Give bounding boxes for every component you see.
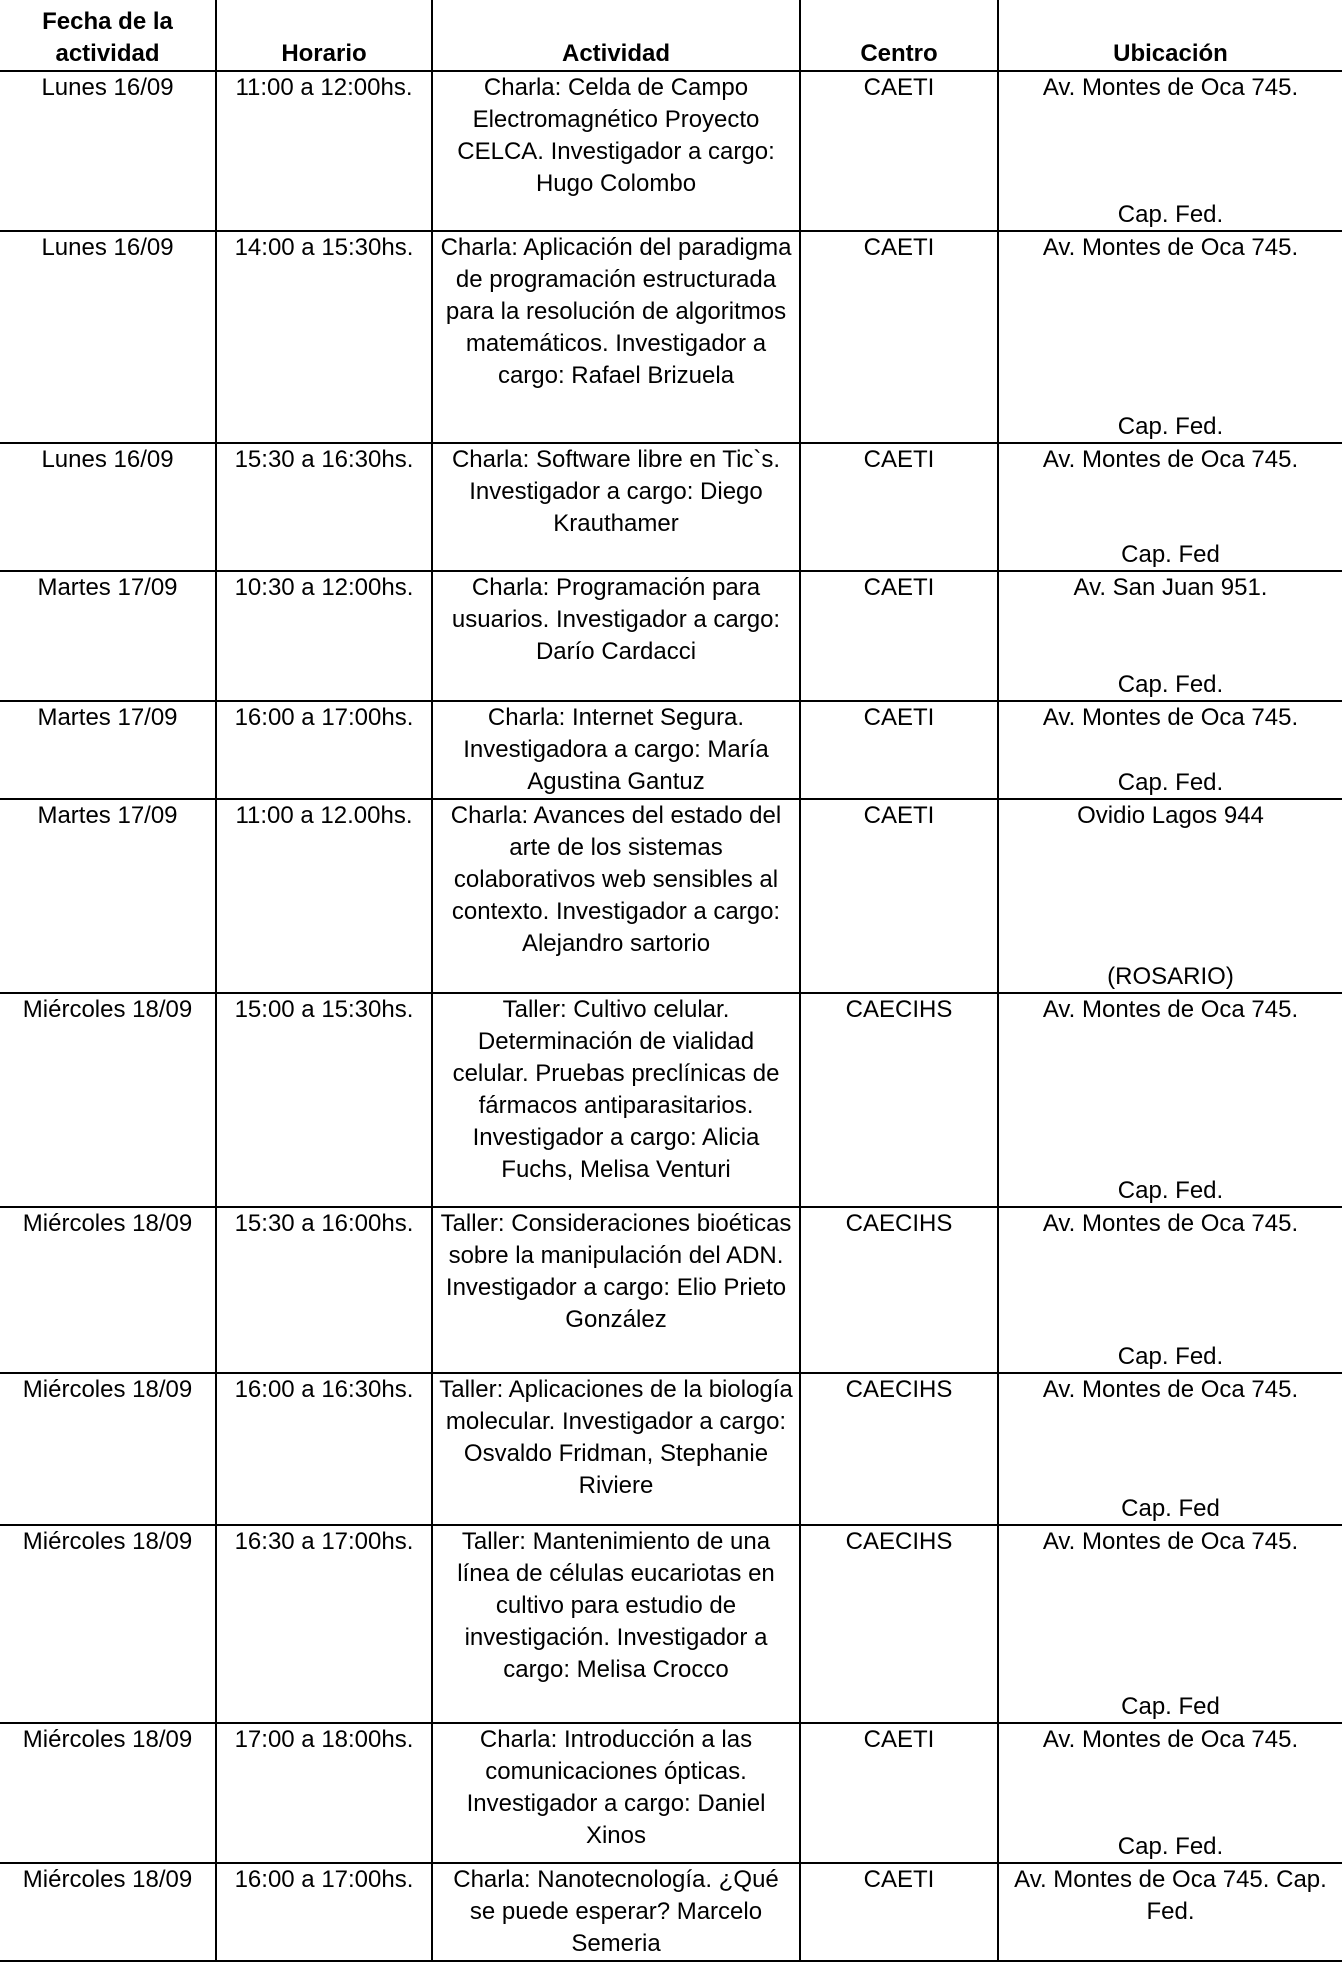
cell-centro: CAETI — [800, 1863, 998, 1961]
cell-centro: CAETI — [800, 231, 998, 443]
cell-ubicacion — [998, 1207, 1342, 1373]
cell-actividad: Charla: Celda de Campo Electromagnético Proyecto CELCA. Investigador a cargo: Hugo Colombo — [432, 71, 800, 231]
ubicacion-address: Av. Montes de Oca 745. — [1042, 446, 1299, 473]
cell-horario: 11:00 a 12.00hs. — [216, 799, 432, 993]
table-row — [0, 993, 1342, 1207]
ubicacion-city: Cap. Fed. — [1117, 413, 1224, 440]
cell-horario: 16:00 a 17:00hs. — [216, 1863, 432, 1961]
cell-fecha: Miércoles 18/09 — [0, 1863, 216, 1961]
table-row — [0, 231, 1342, 443]
ubicacion-city: Cap. Fed. — [1117, 201, 1224, 228]
table-row — [0, 701, 1342, 799]
ubicacion-address: Av. Montes de Oca 745. — [1042, 234, 1299, 261]
cell-fecha: Miércoles 18/09 — [0, 1373, 216, 1525]
ubicacion-address: Av. San Juan 951. — [1073, 574, 1268, 601]
cell-horario: 15:30 a 16:30hs. — [216, 443, 432, 571]
cell-horario: 16:30 a 17:00hs. — [216, 1525, 432, 1723]
cell-horario: 11:00 a 12:00hs. — [216, 71, 432, 231]
ubicacion-city: Cap. Fed. — [1117, 769, 1224, 796]
header-centro: Centro — [800, 0, 998, 71]
cell-ubicacion — [998, 701, 1342, 799]
ubicacion-address: Ovidio Lagos 944 — [1077, 802, 1264, 829]
ubicacion-city: Cap. Fed. — [1117, 671, 1224, 698]
cell-centro: CAETI — [800, 443, 998, 571]
table-row — [0, 71, 1342, 231]
ubicacion-city: Cap. Fed — [1121, 541, 1220, 568]
cell-ubicacion — [998, 993, 1342, 1207]
cell-fecha: Miércoles 18/09 — [0, 993, 216, 1207]
cell-ubicacion — [998, 799, 1342, 993]
cell-centro: CAECIHS — [800, 1525, 998, 1723]
cell-fecha: Miércoles 18/09 — [0, 1207, 216, 1373]
ubicacion-address: Av. Montes de Oca 745. — [1042, 1210, 1299, 1237]
cell-ubicacion — [998, 1373, 1342, 1525]
header-horario: Horario — [216, 0, 432, 71]
cell-fecha: Martes 17/09 — [0, 799, 216, 993]
header-row — [0, 0, 1342, 71]
table-row — [0, 1525, 1342, 1723]
ubicacion-city: Cap. Fed — [1121, 1693, 1220, 1720]
cell-actividad: Charla: Nanotecnología. ¿Qué se puede esperar? Marcelo Semeria — [432, 1863, 800, 1961]
ubicacion-city: (ROSARIO) — [1107, 963, 1234, 990]
cell-centro: CAECIHS — [800, 993, 998, 1207]
ubicacion-address: Av. Montes de Oca 745. — [1014, 1866, 1270, 1893]
cell-horario: 16:00 a 17:00hs. — [216, 701, 432, 799]
cell-ubicacion — [998, 1525, 1342, 1723]
cell-fecha: Martes 17/09 — [0, 571, 216, 701]
ubicacion-address: Av. Montes de Oca 745. — [1042, 1376, 1299, 1403]
cell-horario: 17:00 a 18:00hs. — [216, 1723, 432, 1863]
ubicacion-city: Cap. Fed. — [1117, 1343, 1224, 1370]
cell-actividad: Charla: Aplicación del paradigma de programación estructurada para la resolución de algoritmos matemáticos. Investigador a cargo: Rafael Brizuela — [432, 231, 800, 443]
table-row — [0, 443, 1342, 571]
cell-fecha: Lunes 16/09 — [0, 71, 216, 231]
cell-fecha: Lunes 16/09 — [0, 443, 216, 571]
cell-actividad: Taller: Aplicaciones de la biología molecular. Investigador a cargo: Osvaldo Fridman, Stephanie Riviere — [432, 1373, 800, 1525]
cell-horario: 16:00 a 16:30hs. — [216, 1373, 432, 1525]
cell-actividad: Charla: Avances del estado del arte de los sistemas colaborativos web sensibles al contexto. Investigador a cargo: Alejandro sartorio — [432, 799, 800, 993]
table-row — [0, 1207, 1342, 1373]
cell-centro: CAETI — [800, 71, 998, 231]
cell-actividad: Charla: Software libre en Tic`s. Investigador a cargo: Diego Krauthamer — [432, 443, 800, 571]
ubicacion-city: Cap. Fed — [1121, 1495, 1220, 1522]
cell-actividad: Charla: Programación para usuarios. Investigador a cargo: Darío Cardacci — [432, 571, 800, 701]
cell-actividad: Charla: Introducción a las comunicaciones ópticas. Investigador a cargo: Daniel Xinos — [432, 1723, 800, 1863]
table-row — [0, 1373, 1342, 1525]
cell-actividad: Taller: Mantenimiento de una línea de células eucariotas en cultivo para estudio de investigación. Investigador a cargo: Melisa Crocco — [432, 1525, 800, 1723]
cell-ubicacion — [998, 1723, 1342, 1863]
ubicacion-city: Cap. Fed. — [1146, 1866, 1327, 1925]
cell-centro: CAETI — [800, 701, 998, 799]
cell-horario: 10:30 a 12:00hs. — [216, 571, 432, 701]
cell-actividad: Taller: Cultivo celular. Determinación de vialidad celular. Pruebas preclínicas de fármacos antiparasitarios. Investigador a cargo: Alicia Fuchs, Melisa Venturi — [432, 993, 800, 1207]
cell-centro: CAECIHS — [800, 1373, 998, 1525]
cell-centro: CAETI — [800, 571, 998, 701]
cell-centro: CAETI — [800, 799, 998, 993]
cell-actividad: Charla: Internet Segura. Investigadora a cargo: María Agustina Gantuz — [432, 701, 800, 799]
cell-fecha: Miércoles 18/09 — [0, 1525, 216, 1723]
cell-ubicacion — [998, 571, 1342, 701]
ubicacion-city: Cap. Fed. — [1117, 1833, 1224, 1860]
cell-ubicacion — [998, 1863, 1342, 1961]
cell-fecha: Miércoles 18/09 — [0, 1723, 216, 1863]
cell-ubicacion — [998, 71, 1342, 231]
ubicacion-city: Cap. Fed. — [1117, 1177, 1224, 1204]
cell-actividad: Taller: Consideraciones bioéticas sobre la manipulación del ADN. Investigador a cargo: Elio Prieto González — [432, 1207, 800, 1373]
ubicacion-address: Av. Montes de Oca 745. — [1042, 74, 1299, 101]
header-ubicacion: Ubicación — [998, 0, 1342, 71]
table-row — [0, 1863, 1342, 1961]
cell-fecha: Lunes 16/09 — [0, 231, 216, 443]
ubicacion-address: Av. Montes de Oca 745. — [1042, 996, 1299, 1023]
table-row — [0, 1723, 1342, 1863]
ubicacion-address: Av. Montes de Oca 745. — [1042, 1726, 1299, 1753]
cell-ubicacion — [998, 231, 1342, 443]
cell-horario: 15:00 a 15:30hs. — [216, 993, 432, 1207]
ubicacion-address: Av. Montes de Oca 745. — [1042, 704, 1299, 731]
table-row — [0, 571, 1342, 701]
cell-centro: CAECIHS — [800, 1207, 998, 1373]
table-row — [0, 799, 1342, 993]
cell-ubicacion — [998, 443, 1342, 571]
ubicacion-address: Av. Montes de Oca 745. — [1042, 1528, 1299, 1555]
cell-centro: CAETI — [800, 1723, 998, 1863]
cell-horario: 15:30 a 16:00hs. — [216, 1207, 432, 1373]
header-fecha: Fecha de la actividad — [0, 0, 216, 71]
cell-fecha: Martes 17/09 — [0, 701, 216, 799]
cell-horario: 14:00 a 15:30hs. — [216, 231, 432, 443]
header-actividad: Actividad — [432, 0, 800, 71]
